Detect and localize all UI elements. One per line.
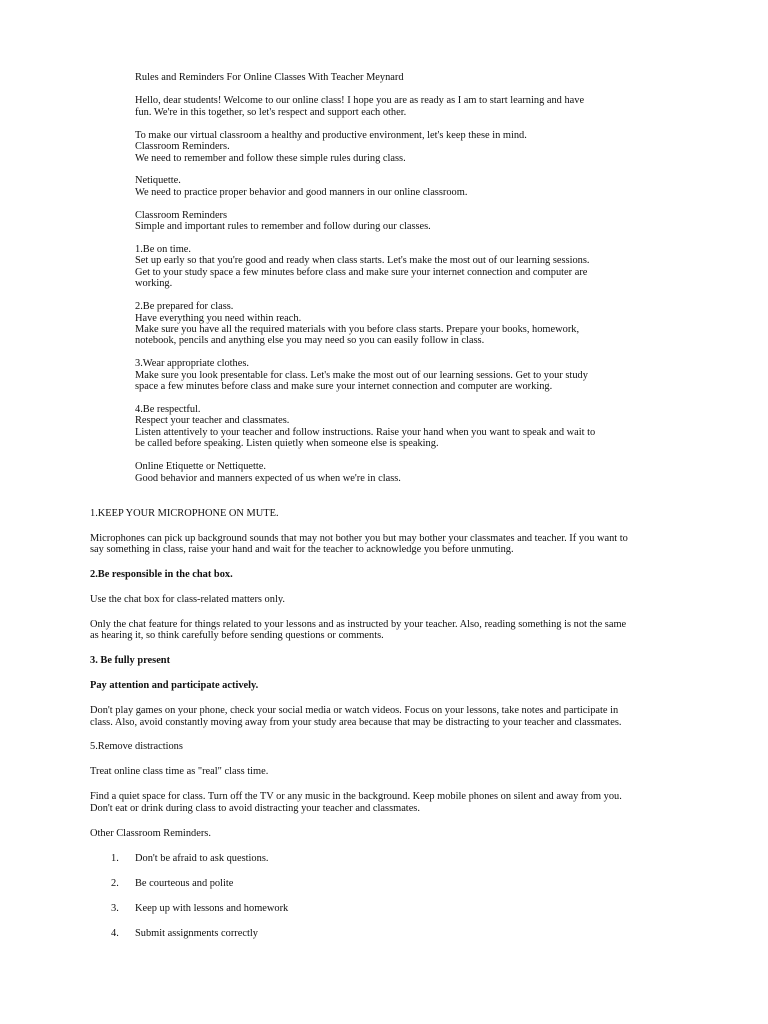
intro-paragraph — [135, 95, 680, 118]
text-line: Listen attentively to your teacher and follow instructions. Raise your hand when you want to speak and wait to — [135, 426, 596, 438]
distractions-short — [90, 766, 680, 777]
text-line: as hearing it, so think carefully before sending questions or comments. — [90, 630, 384, 642]
text-line: Find a quiet space for class. Turn off the TV or any music in the background. Keep mobile phones on silent and away from you. — [90, 791, 622, 803]
chat-box-short — [90, 594, 680, 605]
title-text: Rules and Reminders For Online Classes With Teacher Meynard — [135, 72, 404, 83]
fully-present-heading — [90, 655, 680, 666]
list-number: 2. — [111, 877, 119, 889]
text-line: be called before speaking. Listen quietly when someone else is speaking. — [135, 438, 439, 450]
text-line: Don't eat or drink during class to avoid distracting your teacher and classmates. — [90, 802, 420, 814]
rule-wear-appropriate-clothes — [135, 358, 680, 392]
heading-text: 1.KEEP YOUR MICROPHONE ON MUTE. — [90, 508, 279, 519]
heading-text: Other Classroom Reminders. — [90, 827, 211, 839]
text-line: say something in class, raise your hand and wait for the teacher to acknowledge you before unmuting. — [90, 544, 514, 556]
distractions-paragraph — [90, 791, 680, 814]
list-item-text: Don't be afraid to ask questions. — [135, 852, 269, 864]
rule-heading: 4.Be respectful. — [135, 404, 201, 416]
list-item — [90, 928, 680, 939]
other-reminders-heading — [90, 828, 680, 839]
text-line: Have everything you need within reach. — [135, 312, 302, 324]
list-number: 4. — [111, 927, 119, 939]
list-item — [90, 878, 680, 889]
text-line: Classroom Reminders — [135, 209, 228, 221]
text-line: Hello, dear students! Welcome to our online class! I hope you are as ready as I am to start learning and have — [135, 95, 585, 107]
rule-be-on-time — [135, 244, 680, 290]
list-item-text: Keep up with lessons and homework — [135, 902, 289, 914]
other-reminders-list — [90, 853, 680, 939]
list-item-text: Be courteous and polite — [135, 877, 234, 889]
text-line: Netiquette. — [135, 175, 181, 187]
text-line: Microphones can pick up background sounds that may not bother you but may bother your classmates and teacher. If you want to — [90, 532, 628, 544]
text-line: Treat online class time as "real" class time. — [90, 766, 269, 778]
rule-heading: 2.Be prepared for class. — [135, 301, 234, 313]
rule-heading: 1.Be on time. — [135, 244, 191, 256]
text-line: Get to your study space a few minutes before class and make sure your internet connection and computer are — [135, 266, 588, 278]
text-line: space a few minutes before class and make sure your internet connection and computer are working. — [135, 381, 553, 393]
text-line: Simple and important rules to remember and follow during our classes. — [135, 221, 431, 233]
heading-text: 5.Remove distractions — [90, 741, 183, 753]
text-line: We need to practice proper behavior and good manners in our online classroom. — [135, 186, 468, 198]
list-item-text: Submit assignments correctly — [135, 927, 258, 939]
text-line: Use the chat box for class-related matters only. — [90, 594, 285, 606]
netiquette-paragraph — [135, 175, 680, 198]
classroom-reminders-paragraph — [135, 210, 680, 233]
rule-heading: 3.Wear appropriate clothes. — [135, 358, 249, 370]
list-number: 3. — [111, 902, 119, 914]
text-line: Good behavior and manners expected of us when we're in class. — [135, 472, 401, 484]
text-line: To make our virtual classroom a healthy and productive environment, let's keep these in mind. — [135, 129, 527, 141]
text-line: notebook, pencils and anything else you may need so you can easily follow in class. — [135, 335, 485, 347]
heading-text: 3. Be fully present — [90, 655, 171, 667]
text-line: working. — [135, 278, 173, 290]
rule-be-respectful — [135, 404, 680, 450]
heading-text: 2.Be responsible in the chat box. — [90, 569, 233, 581]
chat-box-heading — [90, 569, 680, 580]
online-etiquette-paragraph — [135, 461, 680, 484]
list-item — [90, 853, 680, 864]
text-line: Classroom Reminders. — [135, 141, 230, 153]
text-line: Make sure you look presentable for class. Let's make the most out of our learning sessions. Get to your study — [135, 369, 588, 381]
heading-text: Pay attention and participate actively. — [90, 680, 259, 692]
netiquette-rules-section — [90, 508, 680, 953]
text-line: Set up early so that you're good and ready when class starts. Let's make the most out of our learning sessions. — [135, 255, 590, 267]
text-line: Respect your teacher and classmates. — [135, 415, 290, 427]
text-line: We need to remember and follow these simple rules during class. — [135, 152, 406, 164]
microphone-paragraph — [90, 533, 680, 556]
distractions-heading — [90, 741, 680, 752]
text-line: fun. We're in this together, so let's respect and support each other. — [135, 106, 407, 118]
environment-paragraph — [135, 130, 680, 164]
fully-present-subheading — [90, 680, 680, 691]
list-item — [90, 903, 680, 914]
chat-box-paragraph — [90, 619, 680, 642]
intro-section — [135, 72, 680, 495]
document-title — [135, 72, 680, 83]
text-line: Only the chat feature for things related to your lessons and as instructed by your teacher. Also, reading something is not the same — [90, 619, 627, 631]
text-line: Make sure you have all the required materials with you before class starts. Prepare your books, homework, — [135, 324, 580, 335]
microphone-heading — [90, 508, 680, 519]
list-number: 1. — [111, 852, 119, 864]
text-line: Don't play games on your phone, check your social media or watch videos. Focus on your lessons, take notes and participate in — [90, 705, 619, 717]
text-line: class. Also, avoid constantly moving away from your study area because that may be distracting to your teacher and classmates. — [90, 716, 622, 728]
rule-be-prepared — [135, 301, 680, 347]
text-line: Online Etiquette or Nettiquette. — [135, 461, 266, 473]
fully-present-paragraph — [90, 705, 680, 728]
